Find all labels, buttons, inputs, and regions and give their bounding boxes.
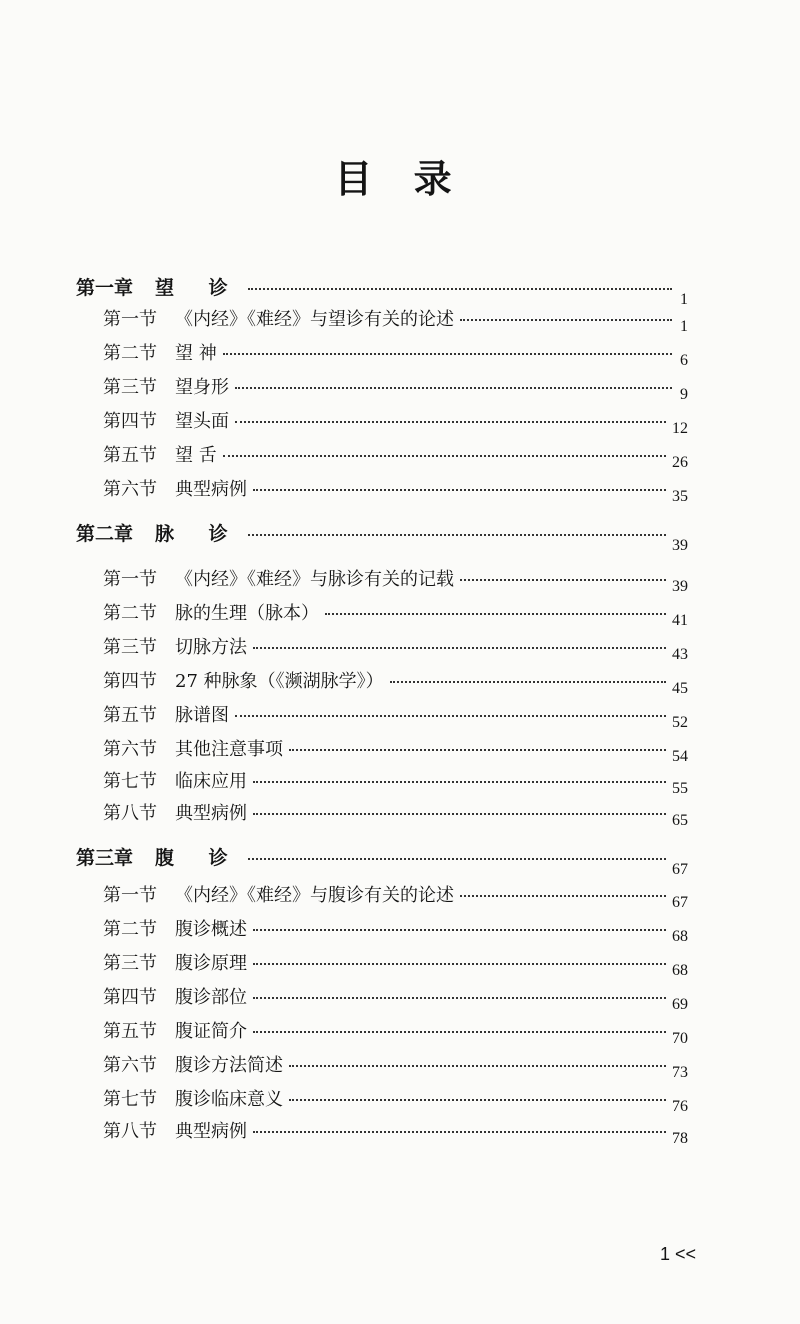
toc-section[interactable] <box>103 918 688 943</box>
page-number: 67 <box>672 861 688 878</box>
page-number: 78 <box>672 1130 688 1147</box>
section-name: 27 种脉象（《濒湖脉学》） <box>175 671 384 692</box>
section-name: 腹诊方法简述 <box>175 1055 283 1076</box>
page-number: 26 <box>672 454 688 471</box>
toc-section[interactable] <box>103 410 688 435</box>
section-number: 第四节 <box>103 411 157 432</box>
section-number: 第一节 <box>103 885 157 906</box>
toc-section[interactable] <box>103 770 688 795</box>
section-name: 典型病例 <box>175 479 247 500</box>
page-number: 52 <box>672 714 688 731</box>
section-number: 第五节 <box>103 1021 157 1042</box>
section-name: 腹诊临床意义 <box>175 1089 283 1110</box>
section-number: 第二节 <box>103 919 157 940</box>
section-name: 望 神 <box>175 343 217 364</box>
page-number: 76 <box>672 1098 688 1115</box>
page-number: 6 <box>680 352 688 369</box>
section-name: 其他注意事项 <box>175 739 283 760</box>
section-number: 第四节 <box>103 671 157 692</box>
page-number: 69 <box>672 996 688 1013</box>
dot-leader <box>460 895 666 897</box>
chapter-number: 第三章 <box>76 847 134 869</box>
section-number: 第六节 <box>103 479 157 500</box>
dot-leader <box>253 781 666 783</box>
page-number: 70 <box>672 1030 688 1047</box>
dot-leader <box>253 813 666 815</box>
section-name: 腹诊部位 <box>175 987 247 1008</box>
toc-section[interactable] <box>103 1054 688 1079</box>
section-number: 第七节 <box>103 771 157 792</box>
dot-leader <box>235 387 672 389</box>
toc-section[interactable] <box>103 1088 688 1113</box>
section-number: 第二节 <box>103 343 157 364</box>
section-name: 典型病例 <box>175 803 247 824</box>
page-number: 12 <box>672 420 688 437</box>
page-number: 67 <box>672 894 688 911</box>
section-number: 第六节 <box>103 1055 157 1076</box>
dot-leader <box>235 421 666 423</box>
dot-leader <box>289 1065 666 1067</box>
chapter-name: 望 诊 <box>155 277 242 299</box>
toc-section[interactable] <box>103 478 688 503</box>
page-number: 9 <box>680 386 688 403</box>
toc-chapter[interactable] <box>76 846 688 878</box>
toc-section[interactable] <box>103 376 688 401</box>
page-number: 1 <box>680 318 688 335</box>
page-number: 54 <box>672 748 688 765</box>
section-name: 《内经》《难经》与望诊有关的论述 <box>175 309 454 330</box>
page-number: 35 <box>672 488 688 505</box>
dot-leader <box>248 534 666 536</box>
chapter-name: 腹 诊 <box>155 847 242 869</box>
toc-section[interactable] <box>103 952 688 977</box>
toc-section[interactable] <box>103 884 688 909</box>
dot-leader <box>253 1131 666 1133</box>
section-name: 临床应用 <box>175 771 247 792</box>
section-number: 第三节 <box>103 953 157 974</box>
section-number: 第一节 <box>103 309 157 330</box>
section-number: 第八节 <box>103 803 157 824</box>
section-name: 腹证简介 <box>175 1021 247 1042</box>
dot-leader <box>253 1031 666 1033</box>
dot-leader <box>248 288 672 290</box>
section-number: 第二节 <box>103 603 157 624</box>
chapter-number: 第二章 <box>76 523 134 545</box>
section-number: 第五节 <box>103 705 157 726</box>
dot-leader <box>223 455 666 457</box>
section-number: 第五节 <box>103 445 157 466</box>
toc-section[interactable] <box>103 738 688 763</box>
toc-section[interactable] <box>103 444 688 469</box>
section-name: 典型病例 <box>175 1121 247 1142</box>
toc-section[interactable] <box>103 1120 688 1145</box>
chapter-number: 第一章 <box>76 277 134 299</box>
section-number: 第八节 <box>103 1121 157 1142</box>
toc-section[interactable] <box>103 986 688 1011</box>
page-footer: 1 << <box>660 1244 697 1264</box>
section-number: 第一节 <box>103 569 157 590</box>
toc-section[interactable] <box>103 636 688 661</box>
section-number: 第三节 <box>103 377 157 398</box>
page-number: 1 <box>680 291 688 308</box>
section-name: 切脉方法 <box>175 637 247 658</box>
dot-leader <box>253 963 666 965</box>
page-number: 39 <box>672 537 688 554</box>
dot-leader <box>235 715 666 717</box>
page-title: 目 录 <box>334 157 466 201</box>
toc-section[interactable] <box>103 602 688 627</box>
page-number: 68 <box>672 962 688 979</box>
page-number: 43 <box>672 646 688 663</box>
toc-section[interactable] <box>103 308 688 333</box>
toc-section[interactable] <box>103 1020 688 1045</box>
dot-leader <box>253 997 666 999</box>
toc-section[interactable] <box>103 568 688 593</box>
dot-leader <box>248 858 666 860</box>
page-number: 65 <box>672 812 688 829</box>
section-name: 望身形 <box>175 377 229 398</box>
dot-leader <box>390 681 666 683</box>
dot-leader <box>289 749 666 751</box>
dot-leader <box>460 579 666 581</box>
section-name: 《内经》《难经》与脉诊有关的记载 <box>175 569 454 590</box>
toc-chapter[interactable] <box>76 522 688 554</box>
dot-leader <box>460 319 672 321</box>
dot-leader <box>289 1099 666 1101</box>
dot-leader <box>223 353 672 355</box>
section-name: 腹诊原理 <box>175 953 247 974</box>
toc-section[interactable] <box>103 670 688 695</box>
section-name: 《内经》《难经》与腹诊有关的论述 <box>175 885 454 906</box>
dot-leader <box>253 647 666 649</box>
section-name: 腹诊概述 <box>175 919 247 940</box>
dot-leader <box>325 613 666 615</box>
toc-chapter[interactable] <box>76 276 688 308</box>
page-number: 45 <box>672 680 688 697</box>
page-number: 73 <box>672 1064 688 1081</box>
dot-leader <box>253 929 666 931</box>
page-number: 41 <box>672 612 688 629</box>
toc-section[interactable] <box>103 802 688 827</box>
section-number: 第三节 <box>103 637 157 658</box>
section-name: 脉的生理（脉本） <box>175 603 319 624</box>
chapter-name: 脉 诊 <box>155 523 242 545</box>
section-name: 望头面 <box>175 411 229 432</box>
section-number: 第七节 <box>103 1089 157 1110</box>
section-name: 望 舌 <box>175 445 217 466</box>
page-number: 68 <box>672 928 688 945</box>
section-number: 第四节 <box>103 987 157 1008</box>
dot-leader <box>253 489 666 491</box>
toc-section[interactable] <box>103 342 688 367</box>
toc-section[interactable] <box>103 704 688 729</box>
section-number: 第六节 <box>103 739 157 760</box>
section-name: 脉谱图 <box>175 705 229 726</box>
page-number: 39 <box>672 578 688 595</box>
page-number: 55 <box>672 780 688 797</box>
